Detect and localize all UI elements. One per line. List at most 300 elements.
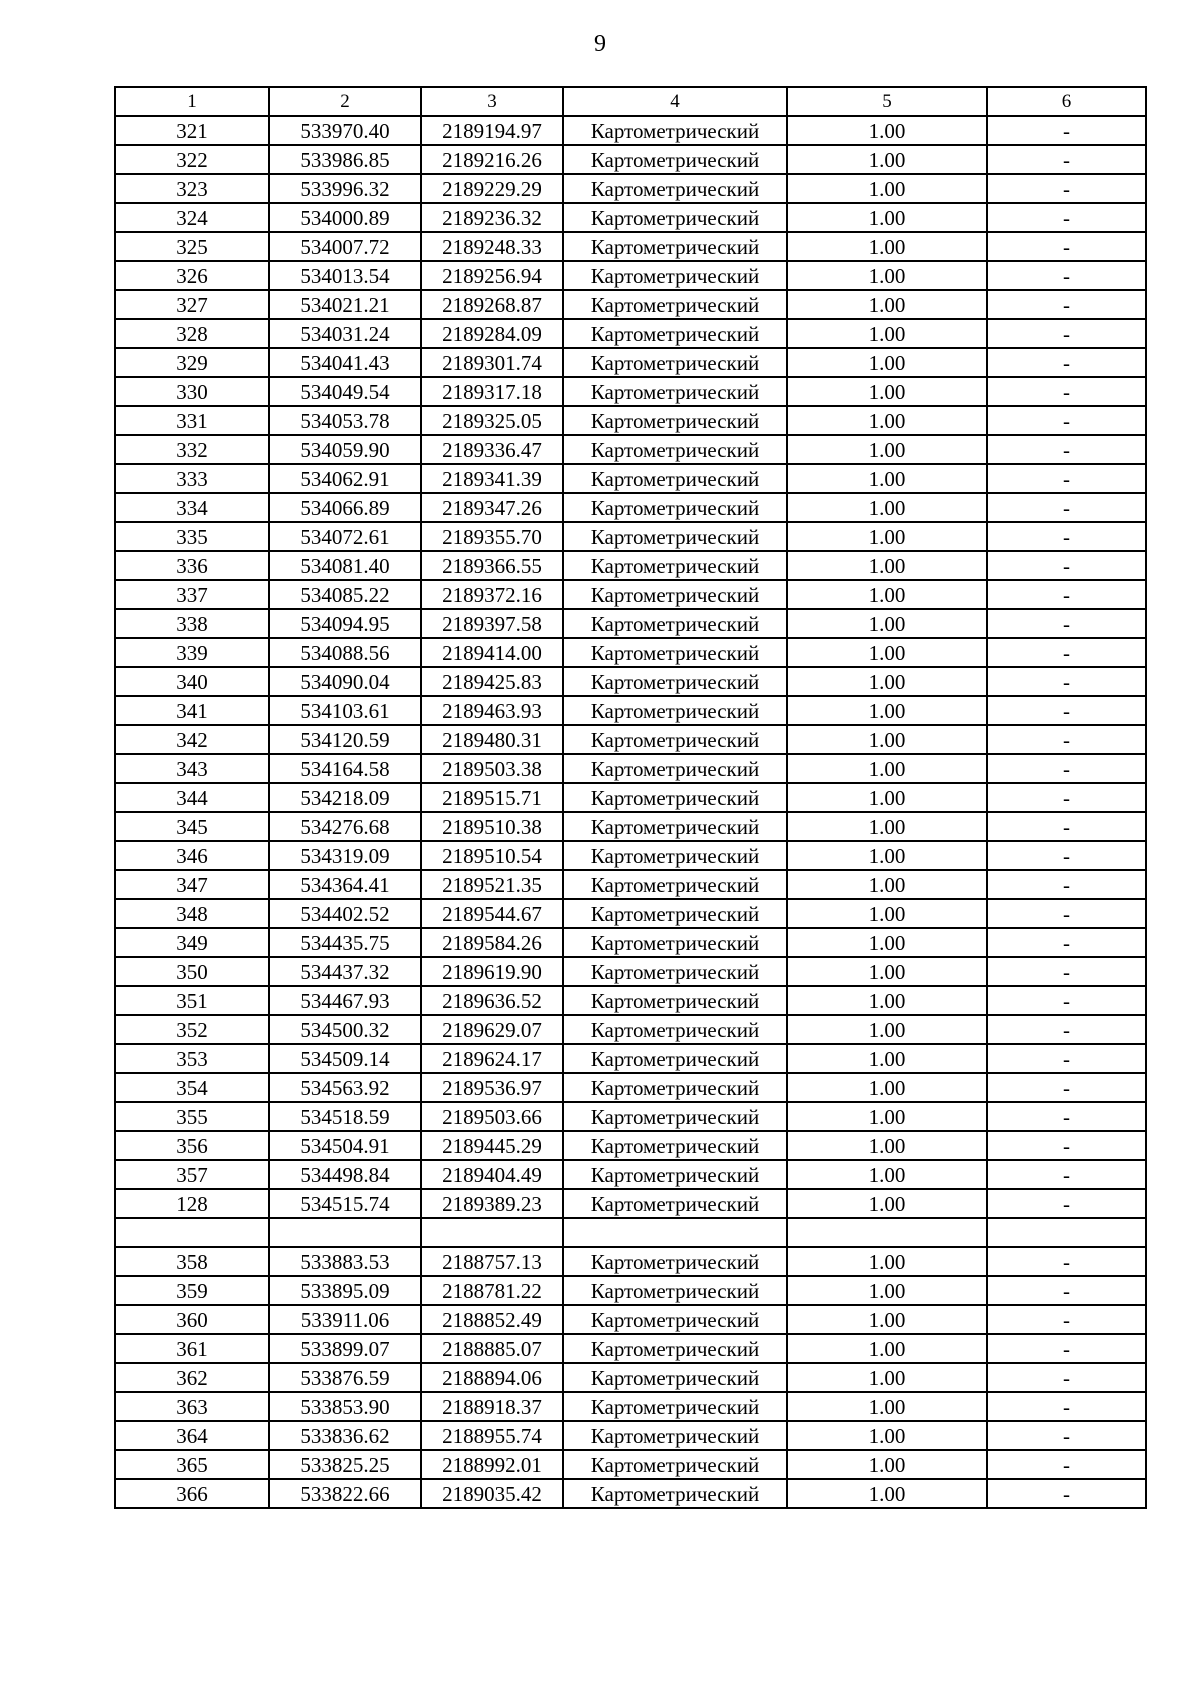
cell-y-coordinate: 2189355.70 — [421, 522, 563, 551]
cell-point-number: 335 — [115, 522, 269, 551]
cell-accuracy: 1.00 — [787, 1479, 987, 1508]
cell-accuracy: 1.00 — [787, 522, 987, 551]
cell-point-number: 342 — [115, 725, 269, 754]
cell-note: - — [987, 1392, 1146, 1421]
cell-method — [563, 1218, 787, 1247]
cell-point-number: 365 — [115, 1450, 269, 1479]
cell-point-number: 332 — [115, 435, 269, 464]
cell-x-coordinate: 533853.90 — [269, 1392, 421, 1421]
cell-note: - — [987, 609, 1146, 638]
cell-x-coordinate: 534041.43 — [269, 348, 421, 377]
cell-point-number: 343 — [115, 754, 269, 783]
table-row — [115, 1450, 1146, 1479]
cell-y-coordinate: 2189510.54 — [421, 841, 563, 870]
table-row — [115, 1189, 1146, 1218]
cell-y-coordinate: 2189503.38 — [421, 754, 563, 783]
cell-note: - — [987, 754, 1146, 783]
cell-x-coordinate: 533996.32 — [269, 174, 421, 203]
cell-y-coordinate: 2189336.47 — [421, 435, 563, 464]
cell-point-number: 128 — [115, 1189, 269, 1218]
cell-y-coordinate: 2189414.00 — [421, 638, 563, 667]
cell-x-coordinate: 534504.91 — [269, 1131, 421, 1160]
table-row — [115, 986, 1146, 1015]
cell-y-coordinate: 2189035.42 — [421, 1479, 563, 1508]
cell-note: - — [987, 377, 1146, 406]
cell-point-number: 355 — [115, 1102, 269, 1131]
table-row — [115, 1363, 1146, 1392]
cell-x-coordinate: 533876.59 — [269, 1363, 421, 1392]
cell-y-coordinate — [421, 1218, 563, 1247]
cell-method: Картометрический — [563, 1102, 787, 1131]
cell-x-coordinate: 534081.40 — [269, 551, 421, 580]
table-row — [115, 348, 1146, 377]
cell-accuracy: 1.00 — [787, 1305, 987, 1334]
cell-y-coordinate: 2189366.55 — [421, 551, 563, 580]
cell-method: Картометрический — [563, 203, 787, 232]
cell-method: Картометрический — [563, 464, 787, 493]
cell-note: - — [987, 493, 1146, 522]
cell-accuracy: 1.00 — [787, 986, 987, 1015]
cell-method: Картометрический — [563, 290, 787, 319]
cell-x-coordinate: 534437.32 — [269, 957, 421, 986]
table-row — [115, 638, 1146, 667]
cell-accuracy: 1.00 — [787, 841, 987, 870]
cell-accuracy: 1.00 — [787, 232, 987, 261]
cell-note: - — [987, 1247, 1146, 1276]
cell-note: - — [987, 870, 1146, 899]
cell-accuracy: 1.00 — [787, 812, 987, 841]
table-row — [115, 899, 1146, 928]
cell-point-number: 329 — [115, 348, 269, 377]
table-row — [115, 1073, 1146, 1102]
column-header-1: 1 — [115, 87, 269, 116]
cell-x-coordinate: 533825.25 — [269, 1450, 421, 1479]
cell-point-number: 322 — [115, 145, 269, 174]
table-row — [115, 812, 1146, 841]
cell-y-coordinate: 2189480.31 — [421, 725, 563, 754]
cell-note: - — [987, 1479, 1146, 1508]
cell-method: Картометрический — [563, 1044, 787, 1073]
cell-point-number: 330 — [115, 377, 269, 406]
cell-y-coordinate: 2189256.94 — [421, 261, 563, 290]
cell-x-coordinate: 534402.52 — [269, 899, 421, 928]
cell-method: Картометрический — [563, 841, 787, 870]
cell-point-number: 358 — [115, 1247, 269, 1276]
cell-note: - — [987, 261, 1146, 290]
cell-method: Картометрический — [563, 725, 787, 754]
cell-y-coordinate: 2189445.29 — [421, 1131, 563, 1160]
cell-note: - — [987, 551, 1146, 580]
column-header-4: 4 — [563, 87, 787, 116]
cell-method: Картометрический — [563, 1392, 787, 1421]
cell-note: - — [987, 435, 1146, 464]
table-row — [115, 1015, 1146, 1044]
table-row — [115, 435, 1146, 464]
cell-note: - — [987, 841, 1146, 870]
cell-y-coordinate: 2188918.37 — [421, 1392, 563, 1421]
table-row — [115, 493, 1146, 522]
table-row — [115, 1131, 1146, 1160]
cell-x-coordinate: 534364.41 — [269, 870, 421, 899]
cell-accuracy: 1.00 — [787, 754, 987, 783]
table-row — [115, 841, 1146, 870]
table-row — [115, 290, 1146, 319]
cell-x-coordinate: 534103.61 — [269, 696, 421, 725]
cell-method: Картометрический — [563, 957, 787, 986]
cell-note: - — [987, 899, 1146, 928]
cell-accuracy: 1.00 — [787, 406, 987, 435]
cell-method: Картометрический — [563, 1450, 787, 1479]
cell-y-coordinate: 2189341.39 — [421, 464, 563, 493]
cell-point-number: 347 — [115, 870, 269, 899]
cell-accuracy: 1.00 — [787, 1131, 987, 1160]
cell-x-coordinate: 534276.68 — [269, 812, 421, 841]
cell-point-number: 353 — [115, 1044, 269, 1073]
cell-x-coordinate: 534435.75 — [269, 928, 421, 957]
cell-x-coordinate — [269, 1218, 421, 1247]
cell-y-coordinate: 2189325.05 — [421, 406, 563, 435]
cell-y-coordinate: 2189515.71 — [421, 783, 563, 812]
cell-note: - — [987, 696, 1146, 725]
cell-y-coordinate: 2189236.32 — [421, 203, 563, 232]
cell-y-coordinate: 2189636.52 — [421, 986, 563, 1015]
cell-point-number: 351 — [115, 986, 269, 1015]
cell-x-coordinate: 533822.66 — [269, 1479, 421, 1508]
cell-accuracy: 1.00 — [787, 783, 987, 812]
cell-y-coordinate: 2188852.49 — [421, 1305, 563, 1334]
cell-y-coordinate: 2188992.01 — [421, 1450, 563, 1479]
cell-method: Картометрический — [563, 696, 787, 725]
table-row — [115, 145, 1146, 174]
cell-method: Картометрический — [563, 522, 787, 551]
cell-x-coordinate: 533899.07 — [269, 1334, 421, 1363]
cell-y-coordinate: 2189629.07 — [421, 1015, 563, 1044]
table-row — [115, 1102, 1146, 1131]
cell-accuracy: 1.00 — [787, 1421, 987, 1450]
table-row — [115, 319, 1146, 348]
cell-x-coordinate: 534218.09 — [269, 783, 421, 812]
cell-accuracy: 1.00 — [787, 464, 987, 493]
cell-note: - — [987, 522, 1146, 551]
cell-x-coordinate: 534085.22 — [269, 580, 421, 609]
cell-y-coordinate: 2189404.49 — [421, 1160, 563, 1189]
cell-point-number: 324 — [115, 203, 269, 232]
cell-x-coordinate: 534059.90 — [269, 435, 421, 464]
cell-note: - — [987, 1160, 1146, 1189]
cell-y-coordinate: 2189347.26 — [421, 493, 563, 522]
cell-y-coordinate: 2189268.87 — [421, 290, 563, 319]
table-row — [115, 928, 1146, 957]
table-row — [115, 203, 1146, 232]
cell-x-coordinate: 534120.59 — [269, 725, 421, 754]
cell-accuracy: 1.00 — [787, 638, 987, 667]
cell-y-coordinate: 2189194.97 — [421, 116, 563, 145]
table-row — [115, 1392, 1146, 1421]
cell-y-coordinate: 2188955.74 — [421, 1421, 563, 1450]
cell-method: Картометрический — [563, 609, 787, 638]
table-row — [115, 1276, 1146, 1305]
cell-method: Картометрический — [563, 580, 787, 609]
cell-method: Картометрический — [563, 232, 787, 261]
cell-x-coordinate: 534498.84 — [269, 1160, 421, 1189]
cell-method: Картометрический — [563, 1160, 787, 1189]
table-row — [115, 261, 1146, 290]
cell-point-number: 344 — [115, 783, 269, 812]
cell-point-number — [115, 1218, 269, 1247]
cell-y-coordinate: 2189510.38 — [421, 812, 563, 841]
cell-method: Картометрический — [563, 1073, 787, 1102]
cell-method: Картометрический — [563, 986, 787, 1015]
cell-note: - — [987, 1276, 1146, 1305]
cell-method: Картометрический — [563, 1015, 787, 1044]
header-row — [115, 87, 1146, 116]
cell-x-coordinate: 534094.95 — [269, 609, 421, 638]
cell-method: Картометрический — [563, 551, 787, 580]
cell-y-coordinate: 2188757.13 — [421, 1247, 563, 1276]
cell-y-coordinate: 2189536.97 — [421, 1073, 563, 1102]
table-row — [115, 232, 1146, 261]
cell-x-coordinate: 534164.58 — [269, 754, 421, 783]
cell-y-coordinate: 2189503.66 — [421, 1102, 563, 1131]
cell-method: Картометрический — [563, 1276, 787, 1305]
cell-accuracy: 1.00 — [787, 1392, 987, 1421]
cell-method: Картометрический — [563, 1305, 787, 1334]
cell-y-coordinate: 2188781.22 — [421, 1276, 563, 1305]
cell-note: - — [987, 580, 1146, 609]
cell-note: - — [987, 1102, 1146, 1131]
cell-x-coordinate: 534515.74 — [269, 1189, 421, 1218]
cell-method: Картометрический — [563, 493, 787, 522]
cell-point-number: 327 — [115, 290, 269, 319]
cell-x-coordinate: 533836.62 — [269, 1421, 421, 1450]
cell-x-coordinate: 534518.59 — [269, 1102, 421, 1131]
cell-method: Картометрический — [563, 116, 787, 145]
cell-y-coordinate: 2189317.18 — [421, 377, 563, 406]
cell-point-number: 346 — [115, 841, 269, 870]
cell-point-number: 337 — [115, 580, 269, 609]
cell-note: - — [987, 116, 1146, 145]
cell-method: Картометрический — [563, 377, 787, 406]
cell-note: - — [987, 319, 1146, 348]
cell-note: - — [987, 1073, 1146, 1102]
cell-method: Картометрический — [563, 1479, 787, 1508]
table-row — [115, 174, 1146, 203]
cell-x-coordinate: 534053.78 — [269, 406, 421, 435]
cell-accuracy: 1.00 — [787, 957, 987, 986]
table-row — [115, 696, 1146, 725]
cell-accuracy — [787, 1218, 987, 1247]
cell-accuracy: 1.00 — [787, 899, 987, 928]
cell-note — [987, 1218, 1146, 1247]
cell-note: - — [987, 1363, 1146, 1392]
cell-x-coordinate: 534062.91 — [269, 464, 421, 493]
cell-method: Картометрический — [563, 1189, 787, 1218]
cell-method: Картометрический — [563, 899, 787, 928]
cell-y-coordinate: 2189229.29 — [421, 174, 563, 203]
cell-accuracy: 1.00 — [787, 1102, 987, 1131]
table-row — [115, 116, 1146, 145]
cell-note: - — [987, 348, 1146, 377]
cell-point-number: 325 — [115, 232, 269, 261]
cell-note: - — [987, 1421, 1146, 1450]
cell-note: - — [987, 957, 1146, 986]
cell-accuracy: 1.00 — [787, 145, 987, 174]
cell-x-coordinate: 533986.85 — [269, 145, 421, 174]
cell-accuracy: 1.00 — [787, 696, 987, 725]
cell-method: Картометрический — [563, 812, 787, 841]
cell-x-coordinate: 534021.21 — [269, 290, 421, 319]
table-body — [115, 116, 1146, 1508]
cell-point-number: 326 — [115, 261, 269, 290]
table-row — [115, 522, 1146, 551]
table-row — [115, 725, 1146, 754]
cell-method: Картометрический — [563, 1363, 787, 1392]
cell-note: - — [987, 174, 1146, 203]
cell-method: Картометрический — [563, 261, 787, 290]
cell-point-number: 331 — [115, 406, 269, 435]
cell-note: - — [987, 406, 1146, 435]
table-row — [115, 1247, 1146, 1276]
column-header-5: 5 — [787, 87, 987, 116]
cell-point-number: 363 — [115, 1392, 269, 1421]
cell-method: Картометрический — [563, 1247, 787, 1276]
cell-point-number: 348 — [115, 899, 269, 928]
cell-y-coordinate: 2189248.33 — [421, 232, 563, 261]
cell-y-coordinate: 2189584.26 — [421, 928, 563, 957]
cell-method: Картометрический — [563, 754, 787, 783]
cell-accuracy: 1.00 — [787, 1189, 987, 1218]
cell-accuracy: 1.00 — [787, 261, 987, 290]
table-row — [115, 1334, 1146, 1363]
table-row — [115, 580, 1146, 609]
cell-x-coordinate: 534319.09 — [269, 841, 421, 870]
cell-accuracy: 1.00 — [787, 1015, 987, 1044]
cell-point-number: 361 — [115, 1334, 269, 1363]
cell-point-number: 339 — [115, 638, 269, 667]
cell-accuracy: 1.00 — [787, 667, 987, 696]
cell-point-number: 321 — [115, 116, 269, 145]
cell-accuracy: 1.00 — [787, 116, 987, 145]
cell-point-number: 366 — [115, 1479, 269, 1508]
cell-accuracy: 1.00 — [787, 203, 987, 232]
table-row — [115, 1421, 1146, 1450]
cell-y-coordinate: 2189216.26 — [421, 145, 563, 174]
table-row — [115, 609, 1146, 638]
cell-note: - — [987, 1044, 1146, 1073]
table-row — [115, 1160, 1146, 1189]
cell-note: - — [987, 638, 1146, 667]
cell-accuracy: 1.00 — [787, 1276, 987, 1305]
cell-x-coordinate: 534088.56 — [269, 638, 421, 667]
cell-note: - — [987, 1131, 1146, 1160]
cell-note: - — [987, 290, 1146, 319]
cell-method: Картометрический — [563, 319, 787, 348]
cell-accuracy: 1.00 — [787, 174, 987, 203]
cell-method: Картометрический — [563, 667, 787, 696]
cell-x-coordinate: 533970.40 — [269, 116, 421, 145]
cell-point-number: 336 — [115, 551, 269, 580]
cell-x-coordinate: 534049.54 — [269, 377, 421, 406]
table-row — [115, 754, 1146, 783]
cell-accuracy: 1.00 — [787, 348, 987, 377]
cell-method: Картометрический — [563, 1131, 787, 1160]
cell-y-coordinate: 2189397.58 — [421, 609, 563, 638]
column-header-6: 6 — [987, 87, 1146, 116]
cell-accuracy: 1.00 — [787, 493, 987, 522]
cell-note: - — [987, 725, 1146, 754]
table-row — [115, 667, 1146, 696]
cell-note: - — [987, 986, 1146, 1015]
cell-point-number: 364 — [115, 1421, 269, 1450]
cell-point-number: 357 — [115, 1160, 269, 1189]
cell-accuracy: 1.00 — [787, 435, 987, 464]
cell-note: - — [987, 1305, 1146, 1334]
cell-method: Картометрический — [563, 783, 787, 812]
cell-x-coordinate: 534090.04 — [269, 667, 421, 696]
table-row — [115, 1479, 1146, 1508]
table-row — [115, 377, 1146, 406]
cell-x-coordinate: 534000.89 — [269, 203, 421, 232]
cell-method: Картометрический — [563, 638, 787, 667]
cell-note: - — [987, 812, 1146, 841]
table-header — [115, 87, 1146, 116]
cell-accuracy: 1.00 — [787, 1450, 987, 1479]
cell-y-coordinate: 2189619.90 — [421, 957, 563, 986]
cell-note: - — [987, 1450, 1146, 1479]
cell-accuracy: 1.00 — [787, 377, 987, 406]
table-row — [115, 1218, 1146, 1247]
cell-x-coordinate: 533895.09 — [269, 1276, 421, 1305]
cell-method: Картометрический — [563, 1334, 787, 1363]
cell-note: - — [987, 1189, 1146, 1218]
cell-accuracy: 1.00 — [787, 1160, 987, 1189]
table-row — [115, 406, 1146, 435]
cell-accuracy: 1.00 — [787, 870, 987, 899]
cell-note: - — [987, 203, 1146, 232]
cell-method: Картометрический — [563, 145, 787, 174]
cell-x-coordinate: 534467.93 — [269, 986, 421, 1015]
cell-x-coordinate: 534066.89 — [269, 493, 421, 522]
cell-point-number: 359 — [115, 1276, 269, 1305]
cell-accuracy: 1.00 — [787, 1044, 987, 1073]
cell-accuracy: 1.00 — [787, 725, 987, 754]
cell-method: Картометрический — [563, 348, 787, 377]
cell-x-coordinate: 534500.32 — [269, 1015, 421, 1044]
cell-y-coordinate: 2189372.16 — [421, 580, 563, 609]
cell-y-coordinate: 2189284.09 — [421, 319, 563, 348]
cell-note: - — [987, 1334, 1146, 1363]
cell-note: - — [987, 1015, 1146, 1044]
cell-note: - — [987, 928, 1146, 957]
cell-y-coordinate: 2189389.23 — [421, 1189, 563, 1218]
cell-point-number: 356 — [115, 1131, 269, 1160]
cell-x-coordinate: 533883.53 — [269, 1247, 421, 1276]
column-header-3: 3 — [421, 87, 563, 116]
table-row — [115, 870, 1146, 899]
cell-x-coordinate: 533911.06 — [269, 1305, 421, 1334]
coordinates-table — [114, 86, 1147, 1509]
cell-method: Картометрический — [563, 870, 787, 899]
cell-x-coordinate: 534563.92 — [269, 1073, 421, 1102]
cell-method: Картометрический — [563, 174, 787, 203]
cell-accuracy: 1.00 — [787, 1073, 987, 1102]
cell-method: Картометрический — [563, 406, 787, 435]
cell-method: Картометрический — [563, 928, 787, 957]
cell-note: - — [987, 667, 1146, 696]
cell-y-coordinate: 2189463.93 — [421, 696, 563, 725]
cell-point-number: 333 — [115, 464, 269, 493]
cell-accuracy: 1.00 — [787, 319, 987, 348]
